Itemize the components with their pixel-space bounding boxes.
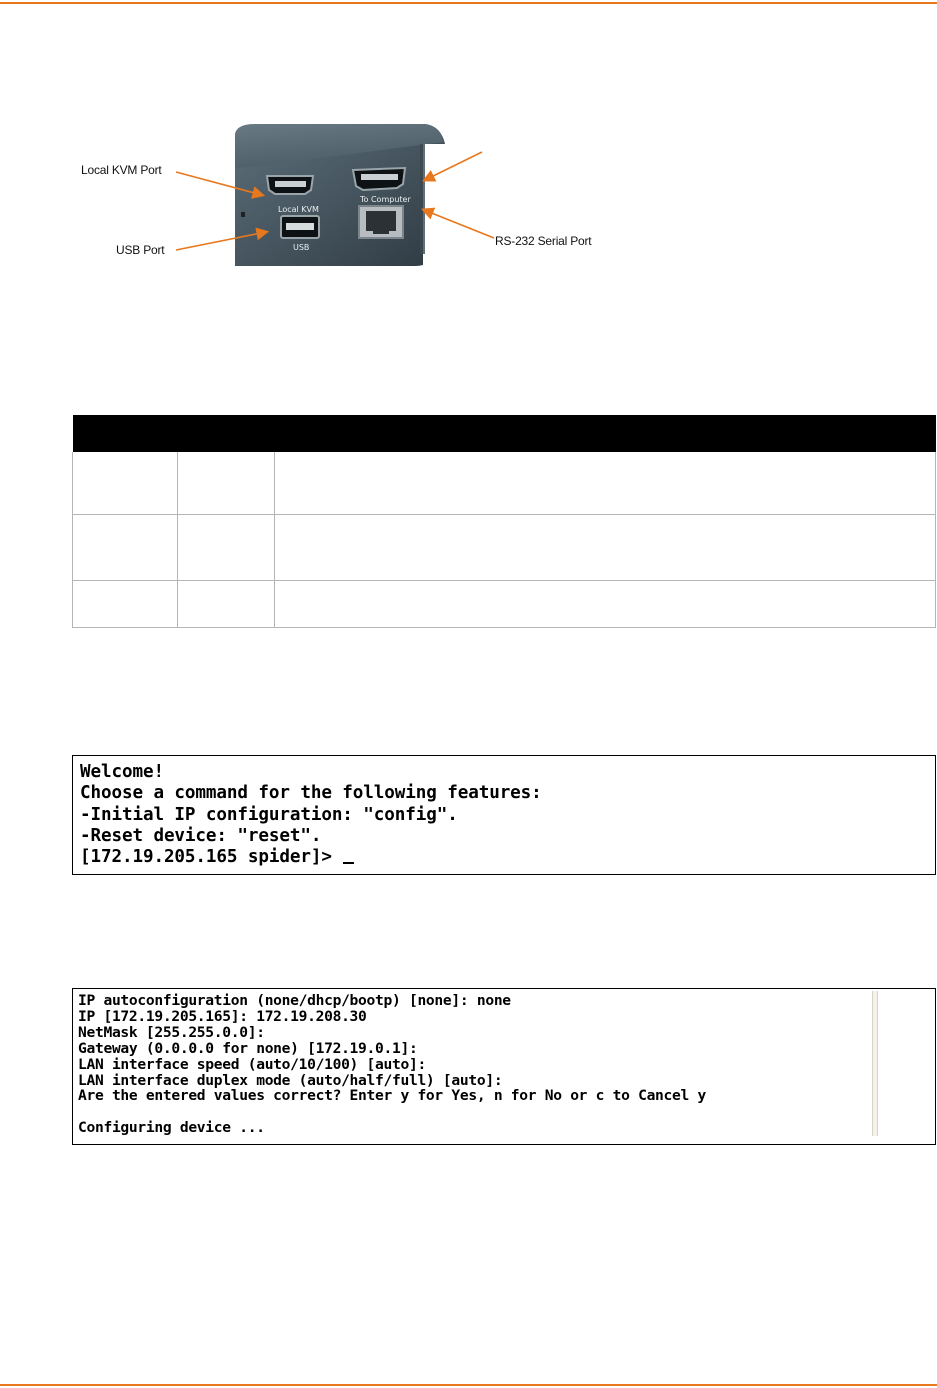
text-cursor xyxy=(343,862,354,864)
table-row xyxy=(73,580,936,627)
terminal-line: -Initial IP configuration: "config". xyxy=(80,804,458,825)
terminal-line: -Reset device: "reset". xyxy=(80,825,322,846)
port-table xyxy=(72,415,936,628)
table-header-cell xyxy=(275,415,936,452)
table-row xyxy=(73,514,936,580)
table-cell xyxy=(178,580,275,627)
usb-engraving: USB xyxy=(293,243,310,252)
terminal-prompt-line xyxy=(80,847,935,868)
terminal-line: Configuring device ... xyxy=(78,1119,265,1137)
terminal-line: LAN interface duplex mode (auto/half/full) [auto]: xyxy=(78,1071,503,1089)
config-terminal xyxy=(72,988,936,1145)
table-cell xyxy=(275,452,936,514)
terminal-line: Welcome! xyxy=(80,762,164,782)
footer-rule xyxy=(0,1384,937,1386)
terminal-line: Are the entered values correct? Enter y for Yes, n for No or c to Cancel y xyxy=(78,1087,706,1105)
terminal-prompt: [172.19.205.165 spider]> xyxy=(80,847,343,868)
device-figure xyxy=(0,110,700,280)
local-kvm-engraving: Local KVM xyxy=(278,205,319,214)
table-cell xyxy=(178,452,275,514)
table-cell xyxy=(275,580,936,627)
header-rule xyxy=(0,2,937,4)
table-header-cell xyxy=(178,415,275,452)
welcome-terminal xyxy=(72,755,936,875)
local-kvm-port-label: Local KVM Port xyxy=(81,163,162,177)
terminal-line: LAN interface speed (auto/10/100) [auto]: xyxy=(78,1055,426,1073)
table-cell xyxy=(178,514,275,580)
table-cell xyxy=(73,514,178,580)
table-cell xyxy=(275,514,936,580)
terminal-line: NetMask [255.255.0.0]: xyxy=(78,1023,265,1041)
terminal-line: Choose a command for the following features: xyxy=(80,783,542,804)
terminal-line: Gateway (0.0.0.0 for none) [172.19.0.1]: xyxy=(78,1039,418,1057)
to-computer-engraving: To Computer xyxy=(360,195,411,204)
rs232-serial-port-label: RS-232 Serial Port xyxy=(495,234,592,248)
terminal-line: IP autoconfiguration (none/dhcp/bootp) [none]: none xyxy=(78,992,511,1009)
table-header-cell xyxy=(73,415,178,452)
terminal-scrollbar[interactable] xyxy=(872,991,878,1136)
table-cell xyxy=(73,580,178,627)
terminal-line: IP [172.19.205.165]: 172.19.208.30 xyxy=(78,1007,367,1025)
table-header-row xyxy=(73,415,936,452)
table-cell xyxy=(73,452,178,514)
terminal-blank-line xyxy=(78,1104,935,1120)
table-row xyxy=(73,452,936,514)
device-photo xyxy=(235,124,457,266)
usb-port-label: USB Port xyxy=(116,243,165,257)
